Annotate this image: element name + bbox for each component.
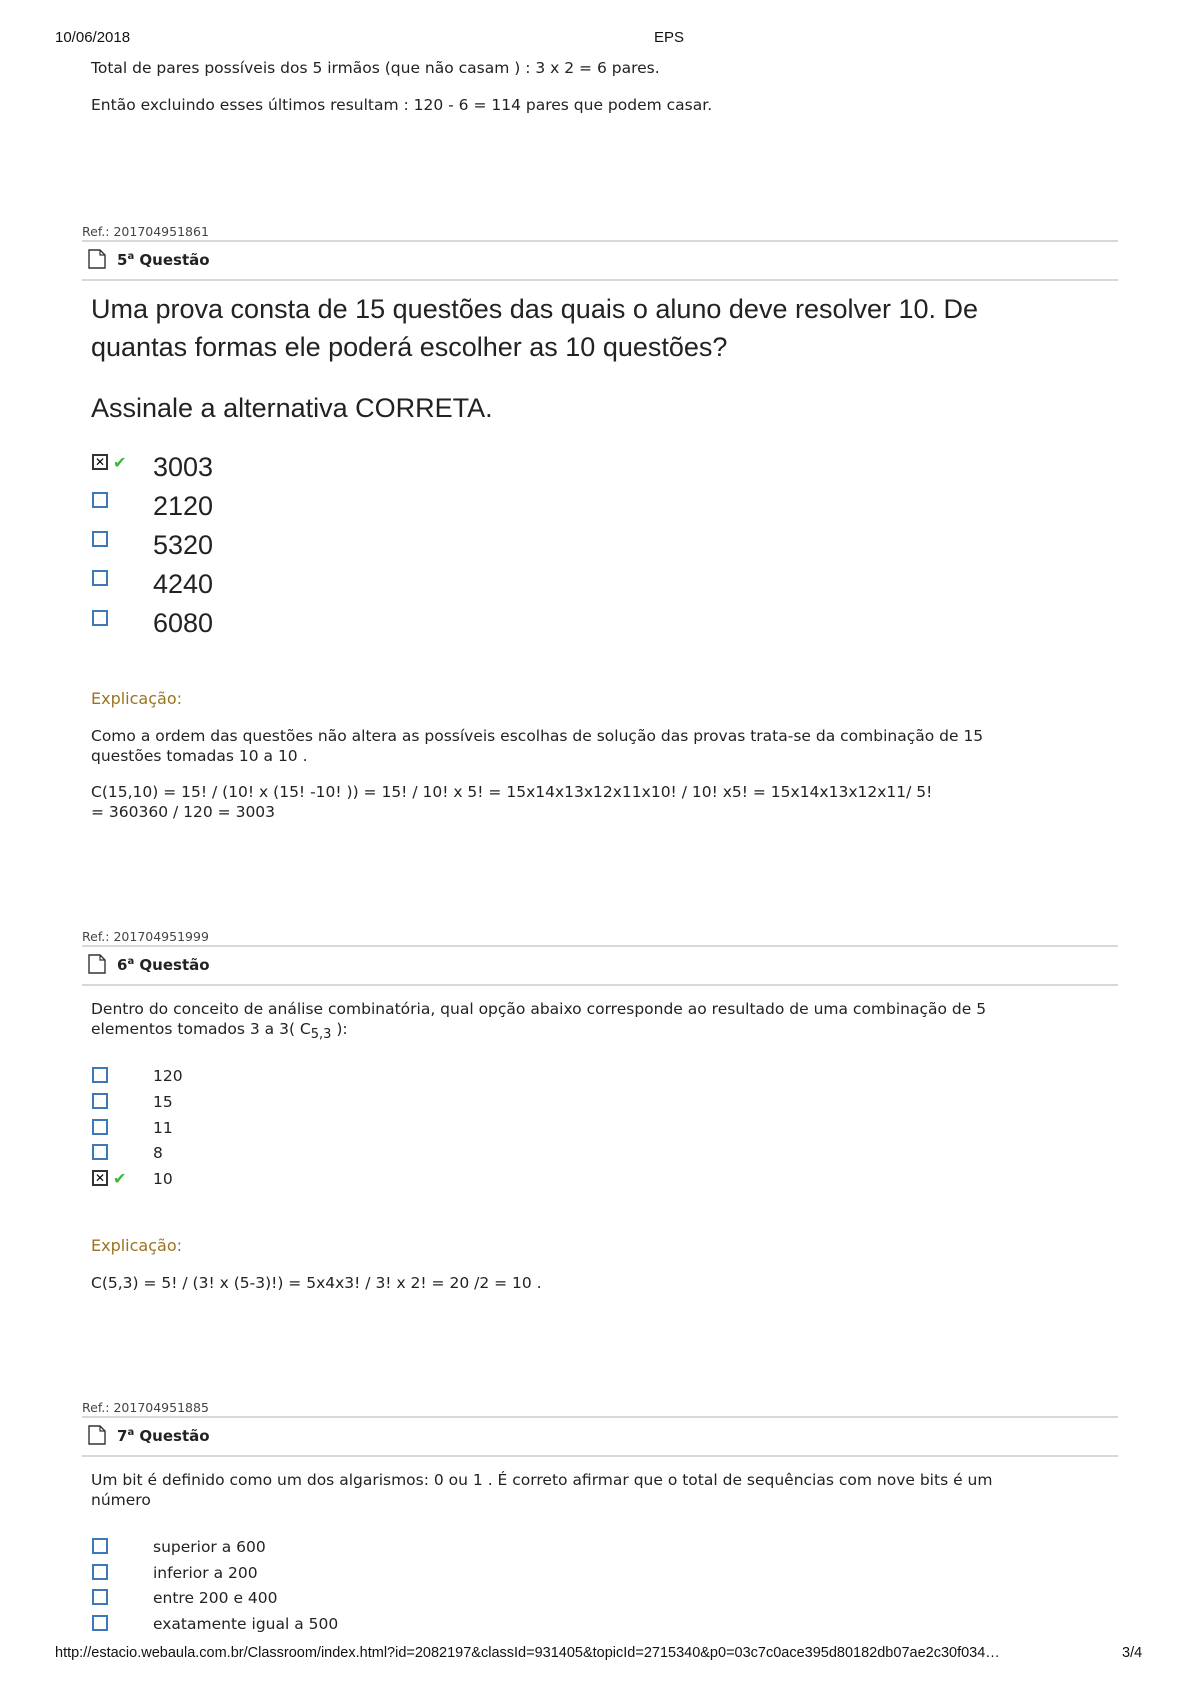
- question-number: 5: [117, 251, 128, 269]
- option-label: 120: [153, 1067, 183, 1085]
- intro-line-2: Então excluindo esses últimos resultam : 120 - 6 = 114 pares que podem casar.: [91, 96, 713, 114]
- ordinal-suffix: a: [127, 251, 135, 262]
- question-text: [91, 999, 986, 1045]
- ordinal-suffix: a: [127, 1427, 135, 1438]
- option-label: 5320: [153, 530, 214, 560]
- option-label: inferior a 200: [153, 1564, 258, 1582]
- document-icon: [88, 1425, 106, 1449]
- question-ref: Ref.: 201704951861: [82, 224, 209, 239]
- option-checkbox[interactable]: [92, 1538, 108, 1554]
- option-label: 10: [153, 1170, 173, 1188]
- question-text-line: Uma prova consta de 15 questões das quais o aluno deve resolver 10. De: [91, 294, 979, 324]
- option-label: exatamente igual a 500: [153, 1615, 339, 1633]
- explanation-line: = 360360 / 120 = 3003: [91, 803, 276, 821]
- divider: [82, 984, 1118, 986]
- explanation-text: [91, 726, 983, 822]
- question-text-line: [91, 1019, 986, 1045]
- question-text: [91, 1470, 992, 1510]
- correct-check-icon: ✔: [113, 453, 127, 472]
- question-text-part: ):: [331, 1020, 348, 1038]
- question-ref: Ref.: 201704951885: [82, 1400, 209, 1415]
- explanation-label: Explicação:: [91, 689, 183, 708]
- question-label: Questão: [139, 1427, 210, 1445]
- option-label: 4240: [153, 569, 214, 599]
- divider: [82, 945, 1118, 947]
- option-checkbox[interactable]: [92, 570, 108, 586]
- option-label: entre 200 e 400: [153, 1589, 278, 1607]
- option-checkbox-selected[interactable]: ✕: [92, 454, 108, 470]
- question-label: Questão: [139, 956, 210, 974]
- ordinal-suffix: a: [127, 956, 135, 967]
- question-title: [117, 251, 210, 269]
- question-instruction: Assinale a alternativa CORRETA.: [91, 393, 493, 423]
- document-icon: [88, 954, 106, 978]
- print-url: http://estacio.webaula.com.br/Classroom/index.html?id=2082197&classId=931405&topicId=2715340&p0=03c7c0ace395d80182db07ae2c30f034…: [55, 1645, 1000, 1661]
- option-label: superior a 600: [153, 1538, 266, 1556]
- divider: [82, 240, 1118, 242]
- option-checkbox[interactable]: [92, 1589, 108, 1605]
- question-text-line: número: [91, 1491, 151, 1509]
- print-title: EPS: [654, 29, 685, 46]
- document-icon: [88, 249, 106, 273]
- print-date: 10/06/2018: [55, 29, 131, 46]
- divider: [82, 279, 1118, 281]
- option-label: 6080: [153, 608, 214, 638]
- question-text-line: Um bit é definido como um dos algarismos: 0 ou 1 . É correto afirmar que o total de sequências com nove bits é um: [91, 1471, 993, 1489]
- intro-line-1: Total de pares possíveis dos 5 irmãos (que não casam ) : 3 x 2 = 6 pares.: [91, 59, 660, 77]
- option-checkbox[interactable]: [92, 1144, 108, 1160]
- option-checkbox[interactable]: [92, 1093, 108, 1109]
- question-text-line: Dentro do conceito de análise combinatória, qual opção abaixo corresponde ao resultado de uma combinação de 5: [91, 1000, 987, 1018]
- page-number: 3/4: [1122, 1645, 1143, 1661]
- option-label: 2120: [153, 491, 214, 521]
- correct-check-icon: ✔: [113, 1169, 127, 1188]
- explanation-text: [91, 1273, 542, 1293]
- option-checkbox[interactable]: [92, 492, 108, 508]
- option-checkbox[interactable]: [92, 1067, 108, 1083]
- option-checkbox[interactable]: [92, 1119, 108, 1135]
- explanation-line: Como a ordem das questões não altera as possíveis escolhas de solução das provas trata-se da combinação de 15: [91, 727, 984, 745]
- divider: [82, 1455, 1118, 1457]
- question-title: [117, 956, 210, 974]
- option-checkbox-selected[interactable]: ✕: [92, 1170, 108, 1186]
- subscript: 5,3: [310, 1027, 332, 1043]
- question-text-line: quantas formas ele poderá escolher as 10 questões?: [91, 332, 728, 362]
- question-title: [117, 1427, 210, 1445]
- question-number: 7: [117, 1427, 128, 1445]
- explanation-line: questões tomadas 10 a 10 .: [91, 747, 308, 765]
- option-checkbox[interactable]: [92, 1615, 108, 1631]
- option-label: 11: [153, 1119, 173, 1137]
- explanation-line: C(15,10) = 15! / (10! x (15! -10! )) = 15! / 10! x 5! = 15x14x13x12x11x10! / 10! x5! = 15x14x13x12x11/ 5!: [91, 783, 933, 801]
- question-text: [91, 290, 978, 366]
- question-label: Questão: [139, 251, 210, 269]
- divider: [82, 1416, 1118, 1418]
- question-ref: Ref.: 201704951999: [82, 929, 209, 944]
- option-label: 8: [153, 1144, 163, 1162]
- option-label: 15: [153, 1093, 173, 1111]
- question-text-part: elementos tomados 3 a 3( C: [91, 1020, 311, 1038]
- explanation-label: Explicação:: [91, 1236, 183, 1255]
- option-checkbox[interactable]: [92, 1564, 108, 1580]
- explanation-line: C(5,3) = 5! / (3! x (5-3)!) = 5x4x3! / 3! x 2! = 20 /2 = 10 .: [91, 1274, 542, 1292]
- question-number: 6: [117, 956, 128, 974]
- option-checkbox[interactable]: [92, 610, 108, 626]
- option-checkbox[interactable]: [92, 531, 108, 547]
- option-label: 3003: [153, 452, 214, 482]
